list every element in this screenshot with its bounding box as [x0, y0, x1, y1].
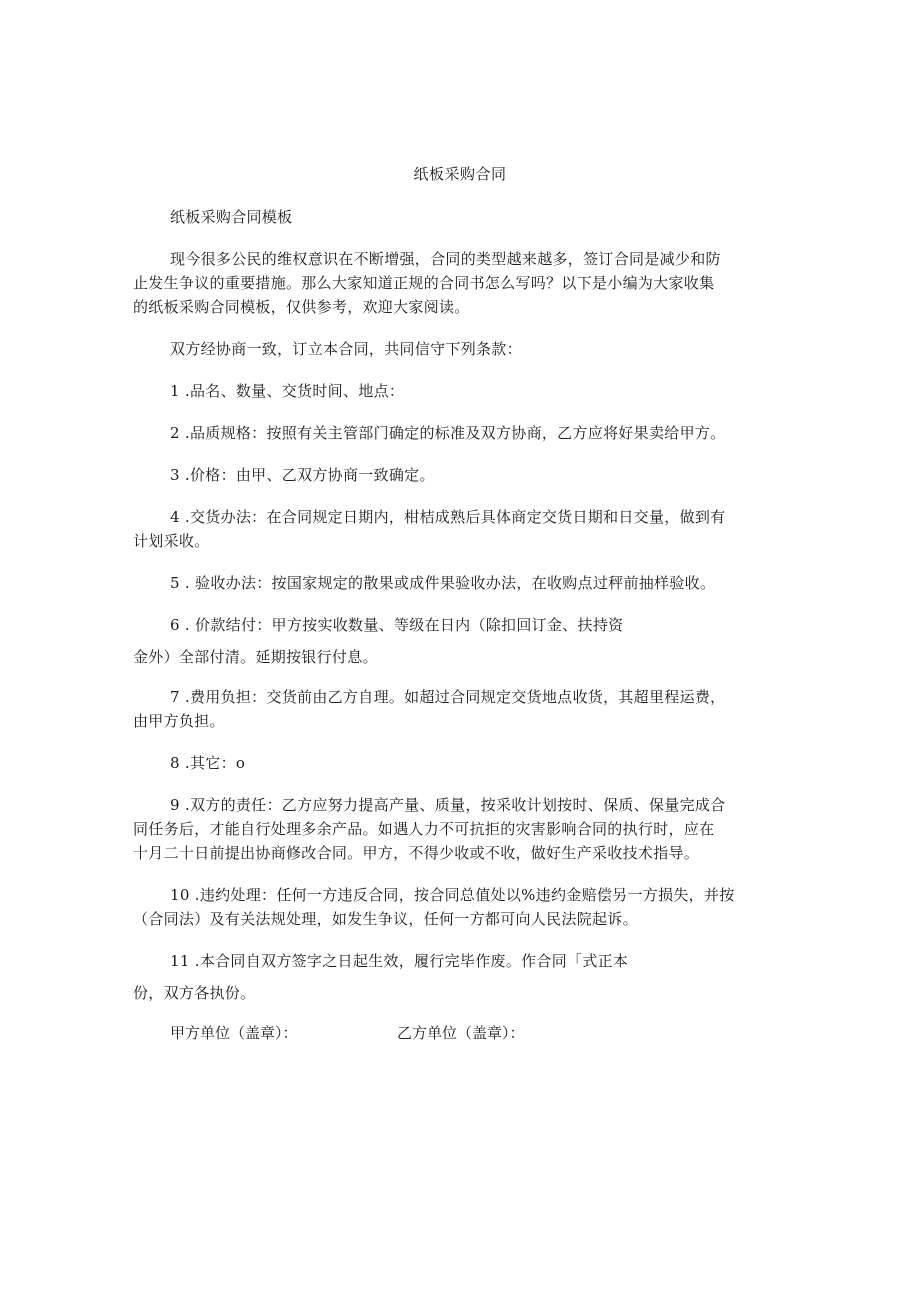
clause-5-line-1: 5 . 验收办法：按国家规定的散果或成件果验收办法，在收购点过秤前抽样验收。	[170, 574, 716, 592]
clause-11-line-2: 份，双方各执份。	[133, 984, 256, 1002]
clause-9-line-2: 同任务后，才能自行处理多余产品。如遇人力不可抗拒的灾害影响合同的执行时，应在	[133, 820, 715, 838]
preamble: 双方经协商一致，订立本合同，共同信守下列条款：	[170, 340, 522, 358]
intro-line-3: 的纸板采购合同模板，仅供参考，欢迎大家阅读。	[133, 298, 470, 316]
clause-8-line-1: 8 .其它：o	[170, 754, 246, 772]
intro-line-2: 止发生争议的重要措施。那么大家知道正规的合同书怎么写吗？以下是小编为大家收集	[133, 274, 715, 292]
clause-7-line-2: 由甲方负担。	[133, 712, 225, 730]
clause-4-line-2: 计划采收。	[133, 532, 210, 550]
intro-line-1: 现今很多公民的维权意识在不断增强，合同的类型越来越多，签订合同是减少和防	[170, 250, 721, 268]
clause-7-line-1: 7 .费用负担：交货前由乙方自理。如超过合同规定交货地点收货，其超里程运费，	[170, 688, 726, 706]
document-subtitle: 纸板采购合同模板	[170, 208, 293, 226]
clause-4-line-1: 4 .交货办法：在合同规定日期内，柑桔成熟后具体商定交货日期和日交量，做到有	[170, 508, 726, 526]
clause-10-line-2: （合同法）及有关法规处理，如发生争议，任何一方都可向人民法院起诉。	[133, 910, 638, 928]
party-a-signature-label: 甲方单位（盖章）：	[170, 1024, 298, 1042]
clause-3-line-1: 3 .价格：由甲、乙双方协商一致确定。	[170, 466, 435, 484]
clause-9-line-3: 十月二十日前提出协商修改合同。甲方，不得少收或不收，做好生产采收技术指导。	[133, 844, 700, 862]
clause-1-line-1: 1 .品名、数量、交货时间、地点：	[170, 382, 405, 400]
clause-6-line-1: 6 . 价款结付：甲方按实收数量、等级在日内（除扣回订金、扶持资	[170, 616, 624, 634]
clause-10-line-1: 10 .违约处理：任何一方违反合同，按合同总值处以%违约金赔偿另一方损失，并按	[170, 886, 735, 904]
document-title: 纸板采购合同	[413, 165, 507, 183]
clause-6-line-2: 金外）全部付清。延期按银行付息。	[133, 648, 378, 666]
clause-2-line-1: 2 .品质规格：按照有关主管部门确定的标准及双方协商，乙方应将好果卖给甲方。	[170, 424, 726, 442]
clause-11-line-1: 11 .本合同自双方签字之日起生效，履行完毕作废。作合同「式正本	[170, 952, 629, 970]
party-b-signature-label: 乙方单位（盖章）：	[397, 1024, 525, 1042]
clause-9-line-1: 9 .双方的责任：乙方应努力提高产量、质量，按采收计划按时、保质、保量完成合	[170, 796, 726, 814]
